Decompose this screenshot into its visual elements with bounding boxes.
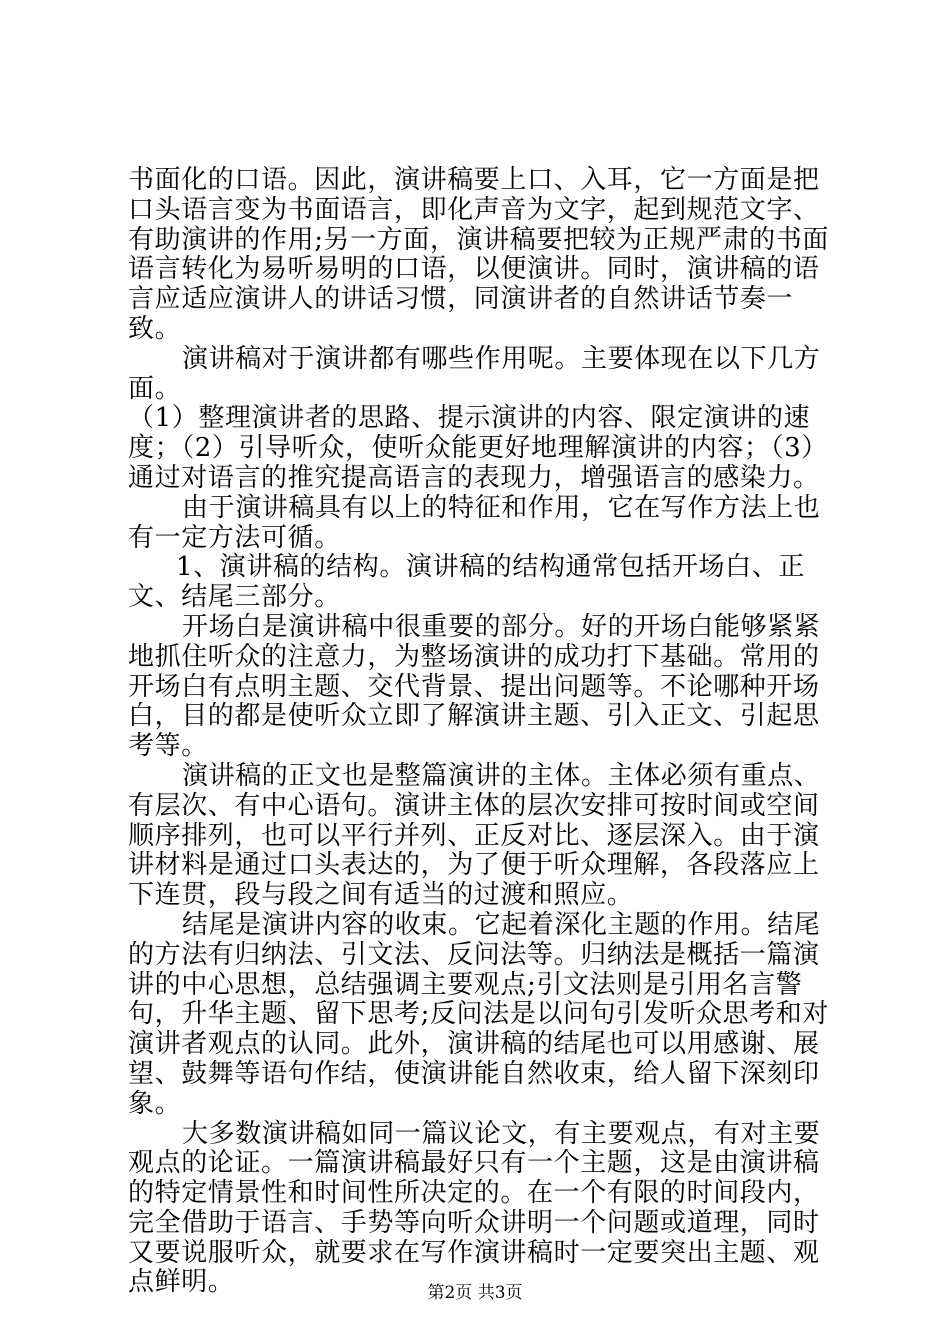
paragraph: 大多数演讲稿如同一篇议论文，有主要观点，有对主要观点的论证。一篇演讲稿最好只有一个主题，这是由演讲稿的特定情景性和时间性所决定的。在一个有限的时间段内，完全借助于语言、手势等向听众讲明一个问题或道理，同时又要说服听众，就要求在写作演讲稿时一定要突出主题、观点鲜明。 xyxy=(128,1118,821,1298)
paragraph: 由于演讲稿具有以上的特征和作用，它在写作方法上也有一定方法可循。 xyxy=(128,492,821,553)
page-footer: 第2页 共3页 xyxy=(427,1283,523,1303)
paragraph: 开场白是演讲稿中很重要的部分。好的开场白能够紧紧地抓住听众的注意力，为整场演讲的成功打下基础。常用的开场白有点明主题、交代背景、提出问题等。不论哪种开场白，目的都是使听众立即了解演讲主题、引入正文、引起思考等。 xyxy=(128,611,821,762)
paragraph: 1、演讲稿的结构。演讲稿的结构通常包括开场白、正文、结尾三部分。 xyxy=(128,552,805,613)
paragraph: 书面化的口语。因此，演讲稿要上口、入耳，它一方面是把口头语言变为书面语言，即化声音为文字，起到规范文字、有助演讲的作用;另一方面，演讲稿要把较为正规严肃的书面语言转化为易听易明的口语，以便演讲。同时，演讲稿的语言应适应演讲人的讲话习惯，同演讲者的自然讲话节奏一致。 xyxy=(128,165,829,344)
paragraph: 结尾是演讲内容的收束。它起着深化主题的作用。结尾的方法有归纳法、引文法、反问法等。归纳法是概括一篇演讲的中心思想，总结强调主要观点;引文法则是引用名言警句，升华主题、留下思考;反问法是以问句引发听众思考和对演讲者观点的认同。此外，演讲稿的结尾也可以用感谢、展望、鼓舞等语句作结，使演讲能自然收束，给人留下深刻印象。 xyxy=(128,909,829,1119)
paragraph: 演讲稿对于演讲都有哪些作用呢。主要体现在以下几方面。 xyxy=(128,343,821,404)
paragraph: 演讲稿的正文也是整篇演讲的主体。主体必须有重点、有层次、有中心语句。演讲主体的层次安排可按时间或空间顺序排列，也可以平行并列、正反对比、逐层深入。由于演讲材料是通过口头表达的，为了便于听众理解，各段落应上下连贯，段与段之间有适当的过渡和照应。 xyxy=(128,760,821,911)
document-body xyxy=(128,166,838,1298)
paragraph: （1）整理演讲者的思路、提示演讲的内容、限定演讲的速度；（2）引导听众，使听众能更好地理解演讲的内容；（3）通过对语言的推究提高语言的表现力，增强语言的感染力。 xyxy=(128,403,828,493)
